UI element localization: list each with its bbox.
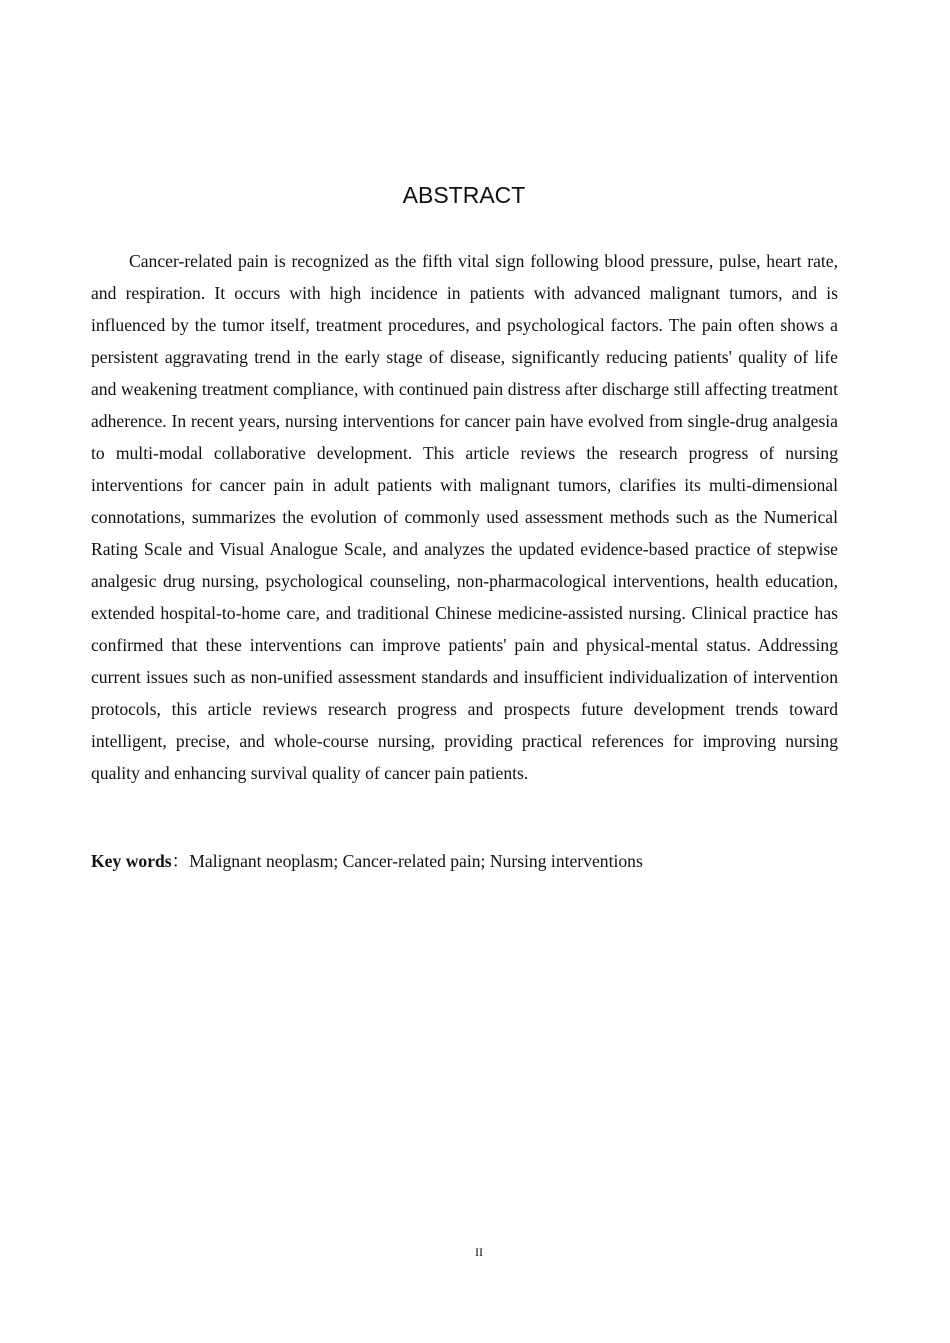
keywords-label: Key words <box>91 851 172 871</box>
abstract-title: ABSTRACT <box>402 182 526 208</box>
keywords-separator: ： <box>171 851 190 871</box>
keywords-line <box>91 849 838 873</box>
page-number: II <box>475 1245 483 1259</box>
abstract-body: Cancer-related pain is recognized as the fifth vital sign following blood pressure, pulse, heart rate, and respiration. It occurs with high incidence in patients with advanced malignant tumors, and is influenced by the tumor itself, treatment procedures, and psychological factors. The pain often shows a persistent aggravating trend in the early stage of disease, significantly reducing patients' quality of life and weakening treatment compliance, with continued pain distress after discharge still affecting treatment adherence. In recent years, nursing interventions for cancer pain have evolved from single-drug analgesia to multi-modal collaborative development. This article reviews the research progress of nursing interventions for cancer pain in adult patients with malignant tumors, clarifies its multi-dimensional connotations, summarizes the evolution of commonly used assessment methods such as the Numerical Rating Scale and Visual Analogue Scale, and analyzes the updated evidence-based practice of stepwise analgesic drug nursing, psychological counseling, non-pharmacological interventions, health education, extended hospital-to-home care, and traditional Chinese medicine-assisted nursing. Clinical practice has confirmed that these interventions can improve patients' pain and physical-mental status. Addressing current issues such as non-unified assessment standards and insufficient individualization of intervention protocols, this article reviews research progress and prospects future development trends toward intelligent, precise, and whole-course nursing, providing practical references for improving nursing quality and enhancing survival quality of cancer pain patients. <box>91 251 838 783</box>
keywords-value: Malignant neoplasm; Cancer-related pain; Nursing interventions <box>189 851 643 871</box>
